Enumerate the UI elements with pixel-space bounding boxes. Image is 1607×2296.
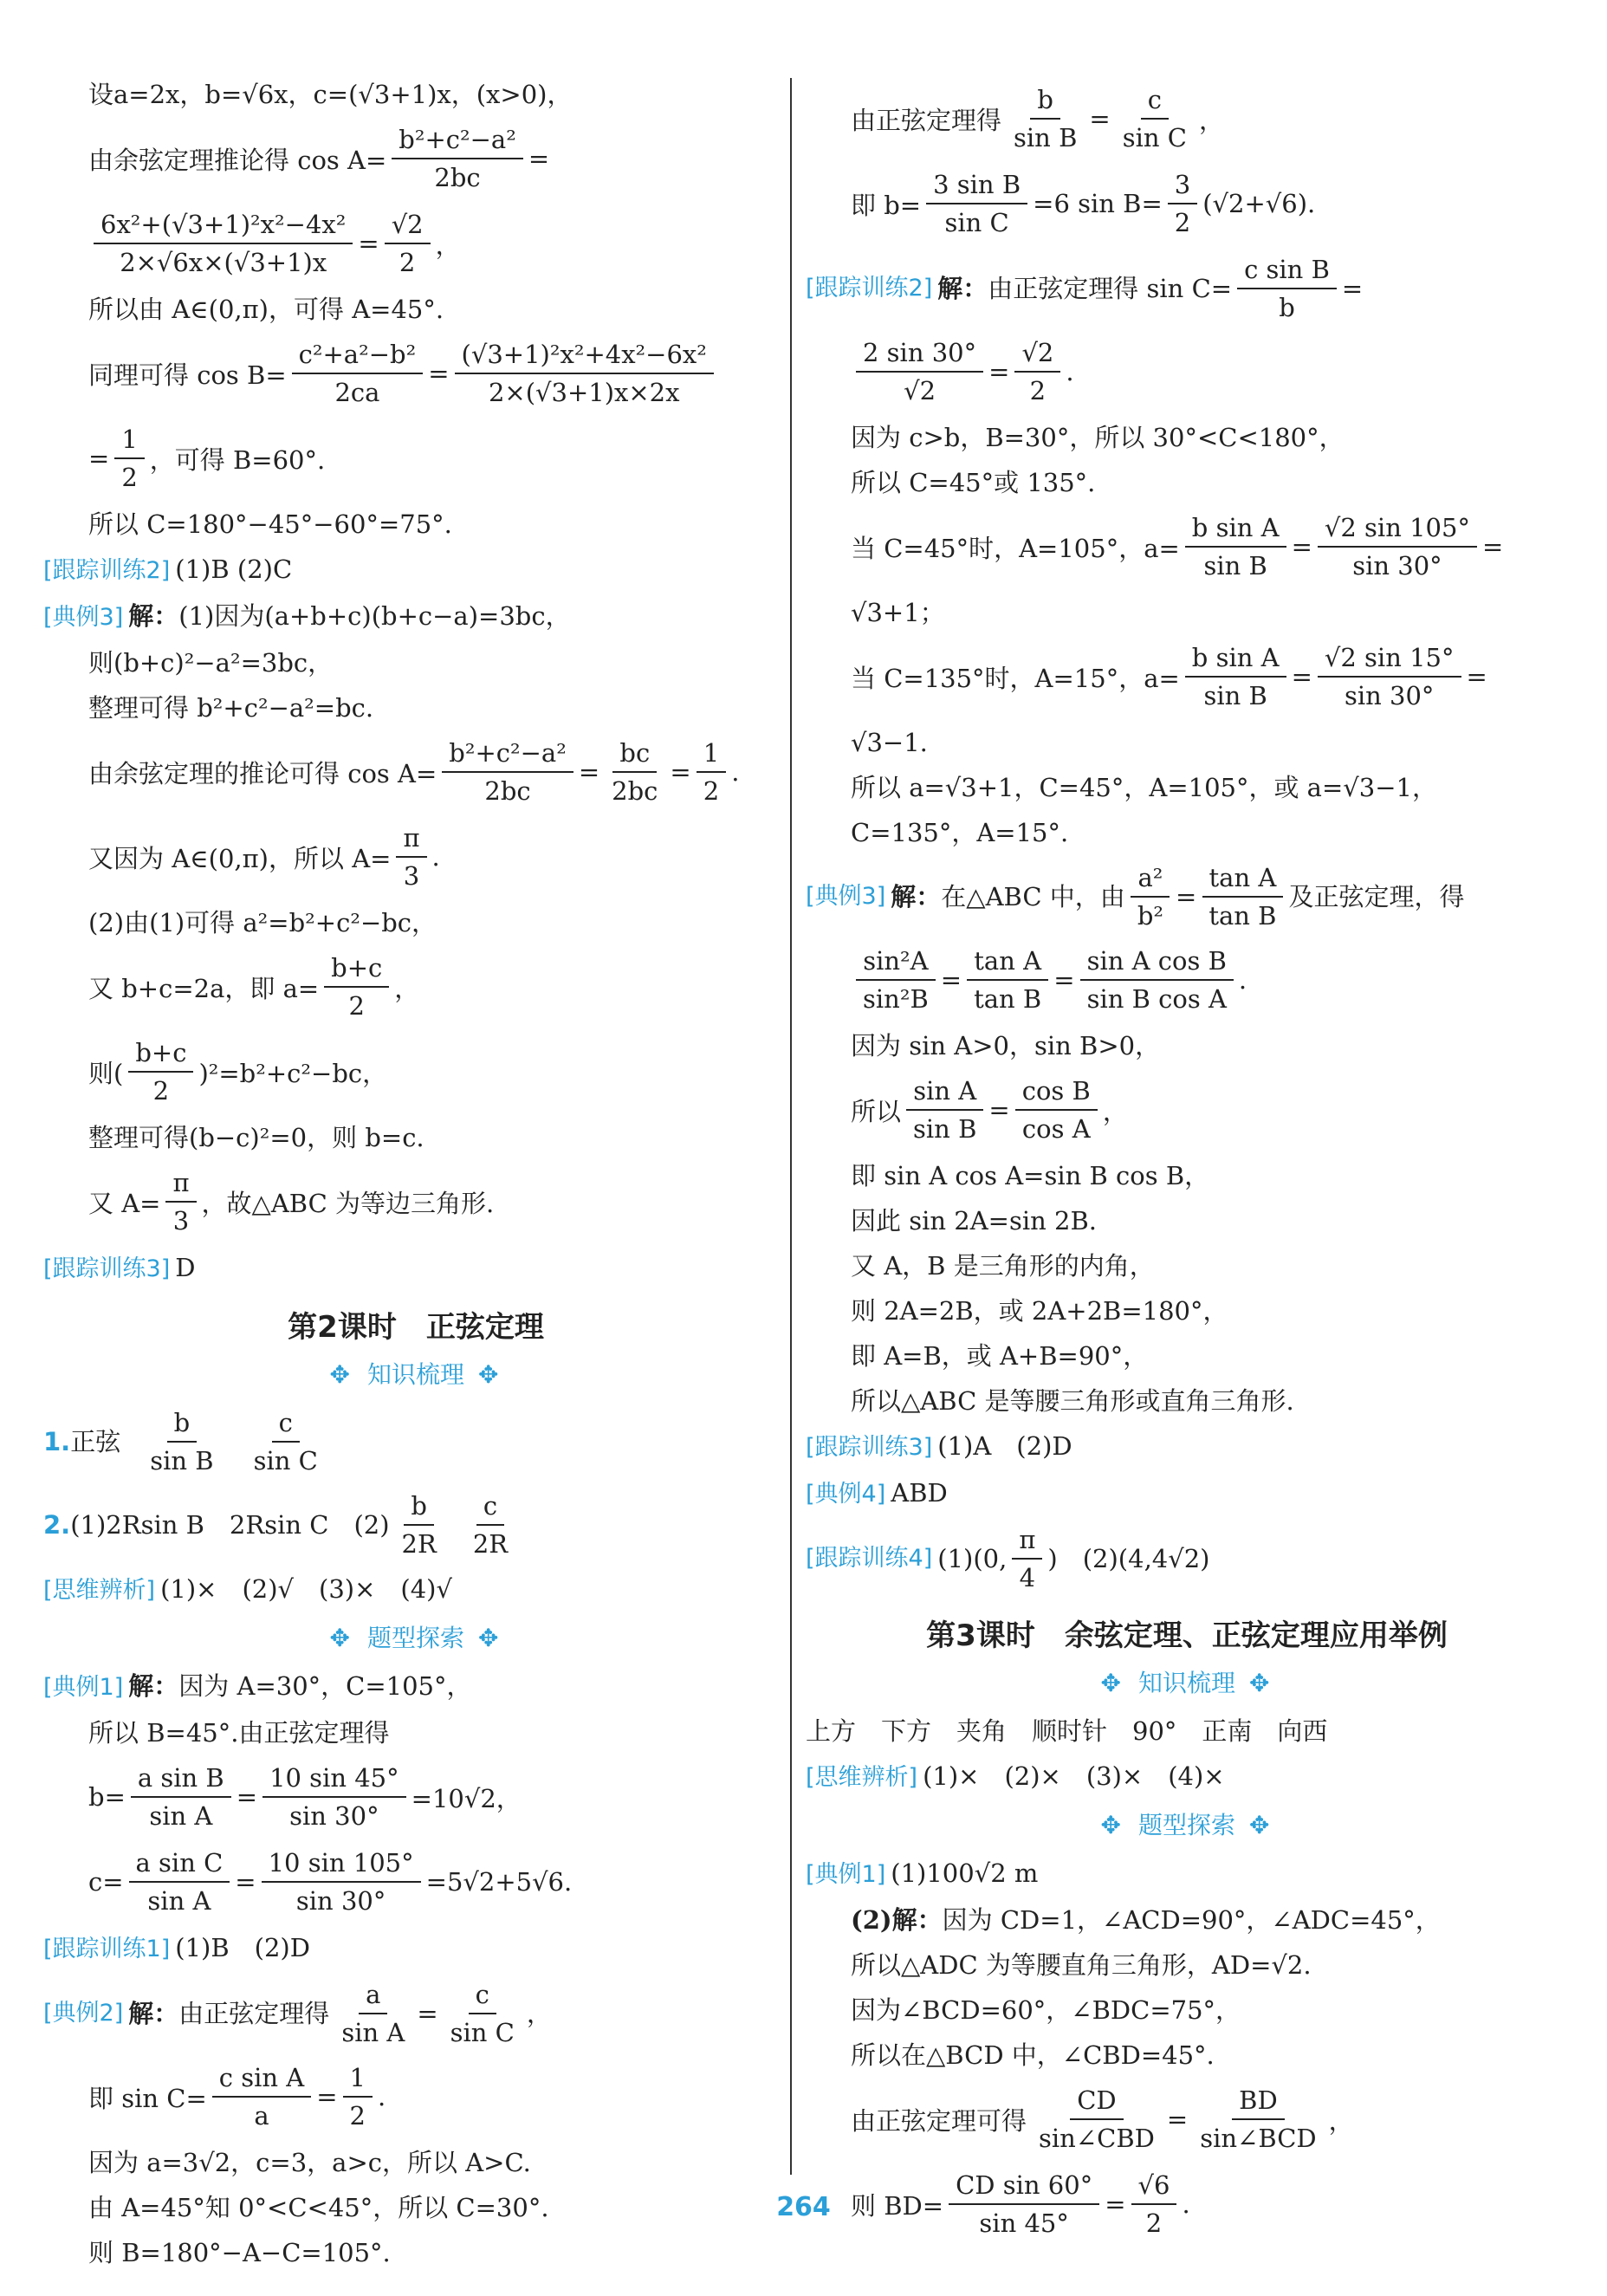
text-line: 即 A=B，或 A+B=90°， (851, 1341, 1149, 1371)
text-line: 设a=2x，b=√6x，c=(√3+1)x，(x>0)， (88, 80, 573, 109)
example-1: [ 典例1 ] (1)100√2 m (806, 1857, 1568, 1891)
fraction: $\frac{\pi}{3}$ (165, 1166, 196, 1237)
formula-line: 又 b+c=2a，即 a= $\frac{b+c}{2}$ ， (88, 953, 420, 1021)
text-line: 因为 sin A>0，sin B>0， (851, 1031, 1161, 1060)
text-line: 所以 a=√3+1，C=45°，A=105°，或 a=√3−1， (851, 773, 1437, 802)
fraction: $\frac{\text{cos B}}{\text{cos A}}$ (1015, 1074, 1098, 1145)
page-number: 264 (776, 2192, 831, 2222)
tracking-exercise-2: [ 跟踪训练2 ] (1)B (2)C (43, 553, 788, 587)
text-line: 因为 a=3√2，c=3，a>c，所以 A>C. (88, 2148, 531, 2177)
fraction: $\frac{\text{c sin A}}{a}$ (212, 2061, 311, 2132)
formula-line: 又因为 A∈(0,π)，所以 A= $\frac{\pi}{3}$ . (88, 823, 440, 891)
tag-label: [ 思维辨析 ] (43, 1577, 155, 1604)
fraction: $\frac{a}{\text{sin A}}$ (341, 1980, 405, 2047)
fraction: $\frac{\text{sin A cos B}}{\text{sin B cos A}}$ (1080, 944, 1234, 1015)
formula-line: 当 C=45°时，A=105°，a= $\frac{\text{b sin A}}{\text{sin B}}$ = $\frac{√2 \sin 105^\circ}{\sin 30^\circ}$ = (851, 513, 1504, 580)
thinking-discrimination: [ 思维辨析 ] (1)× (2)√ (3)× (4)√ (43, 1573, 788, 1607)
text-line: 由 A=45°知 0°<C<45°，所以 C=30°. (88, 2193, 549, 2222)
section-heading: ✥ 题型探索 ✥ (329, 1624, 502, 1652)
tag-label: [ 典例2 ] (43, 1997, 123, 2030)
fraction: $\frac{b+c}{2}$ (324, 951, 389, 1022)
formula-line: 即 b= $\frac{\text{3 sin B}}{\text{sin C}}$ =6 sin B= $\frac{3}{2}$ (√2+√6). (851, 170, 1316, 237)
text-line: 又 A，B 是三角形的内角， (851, 1251, 1155, 1281)
text-line: 即 sin A cos A=sin B cos B， (851, 1161, 1210, 1190)
fraction: $\frac{CD}{\text{sin∠CBD}}$ (1039, 2085, 1155, 2153)
formula-line: 由正弦定理可得 $\frac{CD}{\text{sin∠CBD}}$ = $\frac{BD}{\text{sin∠BCD}}$ ， (851, 2085, 1354, 2153)
fraction: $\frac{\text{sin²A}}{\text{sin²B}}$ (856, 944, 936, 1015)
section-heading: ✥ 题型探索 ✥ (1100, 1811, 1273, 1839)
fraction: $\frac{√2}{2}$ (385, 208, 431, 279)
example-4: [ 典例4 ] ABD (806, 1476, 1568, 1511)
fraction: $\frac{\text{3 sin B}}{\text{sin C}}$ (926, 168, 1027, 239)
tag-label: [ 跟踪训练3 ] (43, 1255, 170, 1282)
fraction: $\frac{\pi}{4}$ (1012, 1523, 1042, 1594)
text-line: 所以 C=180°−45°−60°=75°. (88, 509, 452, 539)
tag-label: [ 思维辨析 ] (806, 1764, 917, 1791)
fraction: $\frac{BD}{\text{sin∠BCD}}$ (1200, 2085, 1317, 2153)
formula-line: 则( $\frac{b+c}{2}$ )²=b²+c²−bc， (88, 1038, 388, 1106)
section-heading: ✥ 知识梳理 ✥ (1100, 1669, 1273, 1697)
text-line: 所以在△BCD 中，∠CBD=45°. (851, 2040, 1215, 2070)
text-line: 因为∠BCD=60°，∠BDC=75°， (851, 1995, 1241, 2025)
tracking-exercise-2: [ 跟踪训练2 ] 解： 由正弦定理得 sin C= $\frac{\text{c sin B}}{b}$ = (806, 253, 1568, 324)
text-line: 则(b+c)²−a²=3bc， (88, 648, 334, 678)
fraction: $\frac{√2 \sin 105^\circ}{\sin 30^\circ}$ (1318, 511, 1477, 582)
formula-line: 由余弦定理的推论可得 cos A= $\frac{\text{b²+c²−a²}}{2bc}$ = $\frac{bc}{2bc}$ = $\frac{1}{2}$ . (88, 738, 740, 806)
fraction: $\frac{c}{\text{sin C}}$ (253, 1408, 318, 1476)
lesson-title: 第3课时 余弦定理、正弦定理应用举例 (926, 1618, 1448, 1653)
fraction: $\frac{2 \sin 30^\circ}{√2}$ (856, 336, 983, 407)
thinking-discrimination: [ 思维辨析 ] (1)× (2)× (3)× (4)× (806, 1760, 1568, 1794)
tag-label: [ 典例3 ] (806, 880, 885, 913)
fraction: $\frac{1}{2}$ (697, 736, 726, 807)
text-line: 整理可得(b−c)²=0，则 b=c. (88, 1123, 424, 1152)
tracking-exercise-4: [ 跟踪训练4 ] (1)(0, $\frac{\pi}{4}$ ) (2)(4,4√2) (806, 1523, 1568, 1594)
formula-line: $\frac{\text{sin²A}}{\text{sin²B}}$ = $\frac{\text{tan A}}{\text{tan B}}$ = $\frac{\text{sin A cos B}}{\text{sin B cos A}}$ . (806, 944, 1568, 1015)
text-line: 整理可得 b²+c²−a²=bc. (88, 693, 374, 723)
fraction: $\frac{\text{tan A}}{\text{tan B}}$ (967, 944, 1048, 1015)
formula-line: 所以 $\frac{\text{sin A}}{\text{sin B}}$ = $\frac{\text{cos B}}{\text{cos A}}$ ， (851, 1076, 1128, 1144)
formula-line: 由余弦定理推论得 cos A= $\frac{\text{b²+c²−a²}}{2bc}$ = (88, 125, 550, 192)
fraction: $\frac{\text{a sin B}}{\text{sin A}}$ (131, 1761, 231, 1832)
tag-label: [ 跟踪训练2 ] (43, 557, 170, 584)
tag-label: [ 跟踪训练4 ] (806, 1542, 932, 1575)
formula-line: c= $\frac{\text{a sin C}}{\text{sin A}}$ = $\frac{10 \sin 105^\circ}{\sin 30^\circ}$ =5√2+5√6. (88, 1848, 573, 1916)
text-line: 则 B=180°−A−C=105°. (88, 2238, 391, 2267)
tracking-exercise-3: [ 跟踪训练3 ] D (43, 1251, 788, 1286)
fraction: $\frac{1}{2}$ (114, 423, 144, 494)
formula-line: 当 C=135°时，A=15°，a= $\frac{\text{b sin A}}{\text{sin B}}$ = $\frac{√2 \sin 15^\circ}{\sin 30^\circ}$ = (851, 643, 1487, 710)
fraction: $\frac{c}{\text{sin C}}$ (1122, 85, 1187, 152)
fraction: $\frac{\text{b sin A}}{\text{sin B}}$ (1185, 641, 1286, 712)
text-line: 因为 c>b，B=30°，所以 30°<C<180°， (851, 423, 1345, 452)
fraction: $\frac{b}{\text{sin B}}$ (150, 1408, 214, 1476)
tracking-exercise-3: [ 跟踪训练3 ] (1)A (2)D (806, 1430, 1568, 1464)
formula-line: 即 sin C= $\frac{\text{c sin A}}{a}$ = $\frac{1}{2}$ . (88, 2063, 386, 2131)
fraction: $\frac{10 \sin 45^\circ}{\sin 30^\circ}$ (262, 1761, 406, 1832)
fraction: $\frac{bc}{2bc}$ (612, 738, 658, 806)
tag-label: [ 典例3 ] (43, 604, 123, 631)
formula-line: 又 A= $\frac{\pi}{3}$ ，故△ABC 为等边三角形. (88, 1168, 495, 1236)
tag-label: [ 典例1 ] (43, 1674, 123, 1701)
fraction: $\frac{b}{\text{sin B}}$ (1014, 85, 1078, 152)
fraction: $\frac{\text{sin A}}{\text{sin B}}$ (906, 1074, 983, 1145)
formula-line: 则 BD= $\frac{\text{CD sin 60°}}{\sin 45^\circ}$ = $\frac{√6}{2}$ . (851, 2170, 1190, 2238)
fraction: $\frac{√2 \sin 15^\circ}{\sin 30^\circ}$ (1318, 641, 1461, 712)
fraction: $\frac{10 \sin 105^\circ}{\sin 30^\circ}$ (262, 1846, 421, 1917)
tag-label: [ 跟踪训练2 ] (806, 272, 932, 305)
tracking-exercise-1: [ 跟踪训练1 ] (1)B (2)D (43, 1931, 788, 1966)
tag-label: [ 跟踪训练1 ] (43, 1936, 170, 1962)
knowledge-line: 上方 下方 夹角 顺时针 90° 正南 向西 (806, 1716, 1328, 1746)
text-line: 则 2A=2B，或 2A+2B=180°， (851, 1296, 1228, 1326)
text-line: √3+1； (851, 598, 945, 627)
fraction: $\frac{3}{2}$ (1168, 168, 1197, 239)
example-2: [ 典例2 ] 解： 由正弦定理得 $\frac{a}{\text{sin A}}$ = $\frac{c}{\text{sin C}}$ ， (43, 1978, 788, 2049)
example-3: [ 典例3 ] 解：(1)因为(a+b+c)(b+c−a)=3bc， (43, 600, 788, 634)
tag-label: [ 跟踪训练3 ] (806, 1434, 932, 1461)
example-1: [ 典例1 ] 解：因为 A=30°，C=105°， (43, 1670, 788, 1704)
fraction: $\frac{\pi}{3}$ (396, 821, 426, 892)
fraction: $\frac{\text{b²+c²−a²}}{2bc}$ (392, 123, 523, 194)
fraction: $\frac{c}{\text{sin C}}$ (450, 1980, 515, 2047)
text-line: 所以 C=45°或 135°. (851, 468, 1096, 497)
knowledge-item-2: 2. (1)2Rsin B 2Rsin C (2) $\frac{b}{2R}$ $\frac{c}{2R}$ (43, 1489, 788, 1560)
right-column (806, 78, 1568, 2254)
text-line: C=135°，A=15°. (851, 818, 1069, 847)
fraction: $\frac{1}{2}$ (343, 2061, 373, 2132)
text-line: 所以△ABC 是等腰三角形或直角三角形. (851, 1386, 1294, 1416)
text-line: 所以△ADC 为等腰直角三角形，AD=√2. (851, 1950, 1312, 1980)
fraction: $\frac{\text{6x²+(√3+1)²x²−4x²}}{2\times√6x\times(√3+1)x}$ (94, 208, 353, 279)
formula-line: b= $\frac{\text{a sin B}}{\text{sin A}}$ = $\frac{10 \sin 45^\circ}{\sin 30^\circ}$ =10√2， (88, 1763, 522, 1831)
example-3: [ 典例3 ] 解： 在△ABC 中，由 $\frac{\text{a²}}{\text{b²}}$ = $\frac{\text{tan A}}{\text{tan B}}$ 及正弦定理，得 (806, 861, 1568, 932)
fraction: $\frac{\text{tan A}}{\text{tan B}}$ (1202, 861, 1283, 932)
text-line: (2)解：因为 CD=1，∠ACD=90°，∠ADC=45°， (851, 1905, 1441, 1935)
left-column (43, 78, 788, 2281)
text-line: 所以 B=45°.由正弦定理得 (88, 1718, 390, 1748)
tag-label: [ 典例1 ] (806, 1861, 885, 1888)
text-line: 所以由 A∈(0,π)，可得 A=45°. (88, 295, 444, 324)
section-heading: ✥ 知识梳理 ✥ (329, 1360, 502, 1389)
formula-line: 同理可得 cos B= $\frac{\text{c²+a²−b²}}{2ca}$ = $\frac{\text{(√3+1)²x²+4x²−6x²}}{2\times(√3+1)x\times 2x}$ (43, 338, 788, 409)
fraction: $\frac{\text{c²+a²−b²}}{2ca}$ (292, 338, 424, 409)
column-divider (790, 78, 792, 2175)
knowledge-item-1: 1. 正弦 $\frac{b}{\text{sin B}}$ $\frac{c}{\text{sin C}}$ (43, 1406, 788, 1477)
formula-line: $\frac{\text{6x²+(√3+1)²x²−4x²}}{2\times√6x\times(√3+1)x}$ = $\frac{√2}{2}$ ， (43, 208, 788, 279)
formula-line: = $\frac{1}{2}$ ，可得 B=60°. (88, 425, 326, 492)
fraction: $\frac{√6}{2}$ (1131, 2169, 1177, 2240)
fraction: $\frac{b+c}{2}$ (128, 1036, 193, 1107)
fraction: $\frac{c}{2R}$ (472, 1491, 509, 1559)
formula-line: 由正弦定理得 $\frac{b}{\text{sin B}}$ = $\frac{c}{\text{sin C}}$ ， (851, 85, 1224, 152)
fraction: $\frac{\text{a sin C}}{\text{sin A}}$ (129, 1846, 230, 1917)
fraction: $\frac{\text{c sin B}}{b}$ (1237, 253, 1337, 324)
fraction: $\frac{\text{b²+c²−a²}}{2bc}$ (442, 736, 573, 807)
fraction: $\frac{\text{a²}}{\text{b²}}$ (1131, 861, 1170, 932)
text-line: 因此 sin 2A=sin 2B. (851, 1206, 1097, 1236)
fraction: $\frac{\text{CD sin 60°}}{\sin 45^\circ}$ (949, 2169, 1099, 2240)
formula-line: $\frac{2 \sin 30^\circ}{√2}$ = $\frac{√2}{2}$ . (806, 336, 1568, 407)
text-line: (2)由(1)可得 a²=b²+c²−bc， (88, 908, 437, 937)
lesson-title: 第2课时 正弦定理 (288, 1310, 544, 1345)
tag-label: [ 典例4 ] (806, 1481, 885, 1508)
fraction: $\frac{b}{2R}$ (401, 1491, 437, 1559)
fraction: $\frac{√2}{2}$ (1014, 336, 1060, 407)
fraction: $\frac{\text{(√3+1)²x²+4x²−6x²}}{2\times(√3+1)x\times 2x}$ (455, 338, 714, 409)
fraction: $\frac{\text{b sin A}}{\text{sin B}}$ (1185, 511, 1286, 582)
text-line: √3−1. (851, 728, 928, 757)
